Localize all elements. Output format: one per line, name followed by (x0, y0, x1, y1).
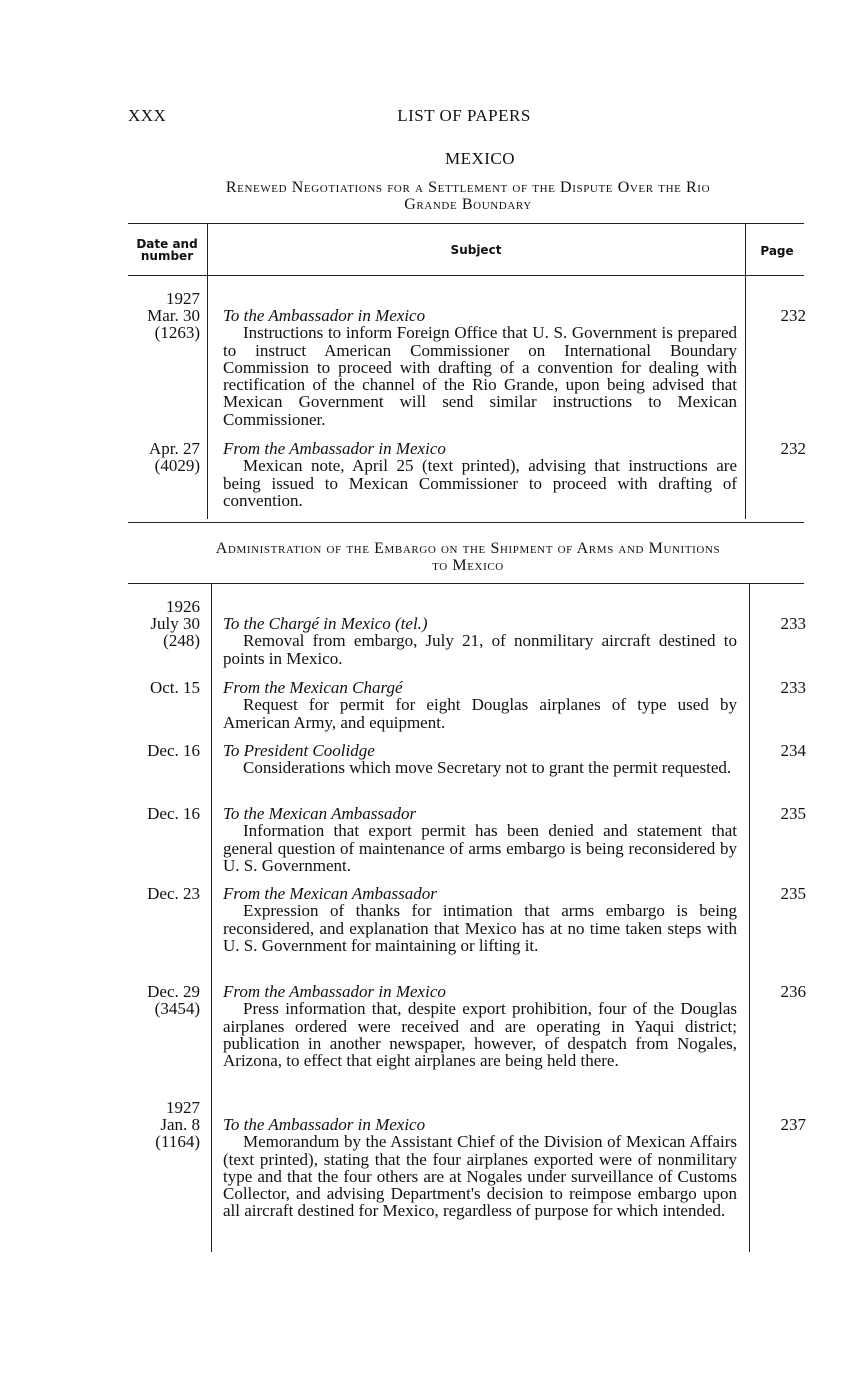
entry-subject (223, 440, 737, 509)
section2-left-column-rule (211, 583, 212, 1252)
entry-page: 237 (780, 1115, 806, 1134)
entry-page: 236 (780, 982, 806, 1001)
page-number-roman: XXX (128, 106, 167, 125)
entry-subject (223, 742, 737, 777)
entry-title: To the Ambassador in Mexico (223, 306, 426, 325)
running-title: LIST OF PAPERS (397, 106, 531, 125)
section1-bottom-rule (128, 522, 804, 523)
entry-date: Dec. 16 (147, 741, 200, 760)
section1-title-line1: Renewed Negotiations for a Settlement of the Dispute Over the Rio (225, 179, 711, 196)
section2-title (128, 540, 808, 574)
entry-date: 1927 Mar. 30 (1263) (147, 289, 200, 342)
entry-title: From the Mexican Ambassador (223, 884, 437, 903)
entry-description: Information that export permit has been denied and statement that general question of maintenance of arms embargo is being reconsidered by U. S. Government. (223, 821, 737, 875)
entry-page: 232 (780, 439, 806, 458)
entry-page: 235 (780, 884, 806, 903)
entry-date: 1927 Jan. 8 (1164) (155, 1098, 200, 1151)
section1-title (128, 179, 808, 213)
entry-title: To the Ambassador in Mexico (223, 1115, 426, 1134)
entry-subject (223, 679, 737, 731)
entry-subject (223, 615, 737, 667)
section2-top-rule (128, 583, 804, 584)
entry-description: Considerations which move Secretary not to grant the permit requested. (243, 758, 732, 778)
section2-title-line2: to Mexico (432, 557, 504, 574)
entry-description: Expression of thanks for intimation that arms embargo is being reconsidered, and explanation that Mexico has at no time taken steps with U. S. Government for maintaining or lifting it. (223, 901, 737, 955)
entry-date: Oct. 15 (149, 678, 200, 697)
entry-title: To the Mexican Ambassador (223, 804, 417, 823)
column-header-subject: Subject (450, 243, 502, 257)
column-header-rule (128, 275, 804, 276)
entry-title: To the Chargé in Mexico (tel.) (223, 614, 428, 633)
entry-title: To President Coolidge (223, 741, 375, 760)
entry-page: 232 (780, 306, 806, 325)
entry-date: Dec. 16 (147, 804, 200, 823)
entry-page: 233 (780, 678, 806, 697)
entry-subject (223, 885, 737, 954)
section1-title-line2: Grande Boundary (404, 196, 532, 213)
section1-right-column-rule (745, 223, 746, 519)
section1-left-column-rule (207, 223, 208, 519)
entry-description: Instructions to inform Foreign Office that U. S. Government is prepared to instruct American Commissioner on International Boundary Commission to proceed with drafting of a convention for dealing with rectification of the channel of the Rio Grande, upon being advised that Mexican Government will send similar instructions to Mexican Commissioner. (223, 323, 737, 429)
entry-subject (223, 805, 737, 874)
entry-subject (223, 307, 737, 428)
entry-description: Memorandum by the Assistant Chief of the Division of Mexican Affairs (text printed), stating that the four airplanes exported were of nonmilitary type and that the four others are at Nogales under surveillance of Customs Collector, and advising Department's decision to reimpose embargo upon all aircraft destined for Mexico, regardless of purpose for which intended. (223, 1132, 737, 1221)
entry-description: Press information that, despite export prohibition, four of the Douglas airplanes ordered were received and are operating in Yaqui district; publication in another newspaper, however, of despatch from Nogales, Arizona, to effect that eight airplanes are being held there. (223, 999, 737, 1071)
entry-title: From the Mexican Chargé (223, 678, 403, 697)
entry-page: 235 (780, 804, 806, 823)
entry-description: Mexican note, April 25 (text printed), advising that instructions are being issued to Mexican Commissioner to proceed with drafting of convention. (223, 456, 737, 510)
entry-date: Dec. 29 (3454) (147, 982, 200, 1018)
entry-page: 233 (780, 614, 806, 633)
entry-description: Request for permit for eight Douglas airplanes of type used by American Army, and equipment. (223, 695, 737, 732)
section2-right-column-rule (749, 583, 750, 1252)
entry-title: From the Ambassador in Mexico (223, 439, 446, 458)
entry-date: 1926 July 30 (248) (150, 597, 200, 650)
entry-subject (223, 983, 737, 1069)
entry-subject (223, 1116, 737, 1220)
entry-page: 234 (780, 741, 806, 760)
entry-date: Dec. 23 (147, 884, 200, 903)
column-header-date: Date and number (136, 237, 198, 263)
column-header-page: Page (760, 244, 794, 258)
country-heading: MEXICO (444, 149, 516, 168)
entry-date: Apr. 27 (4029) (149, 439, 200, 475)
entry-description: Removal from embargo, July 21, of nonmilitary aircraft destined to points in Mexico. (223, 631, 737, 668)
section2-title-line1: Administration of the Embargo on the Shipment of Arms and Munitions (215, 540, 721, 557)
entry-title: From the Ambassador in Mexico (223, 982, 446, 1001)
table-top-rule (128, 223, 804, 224)
